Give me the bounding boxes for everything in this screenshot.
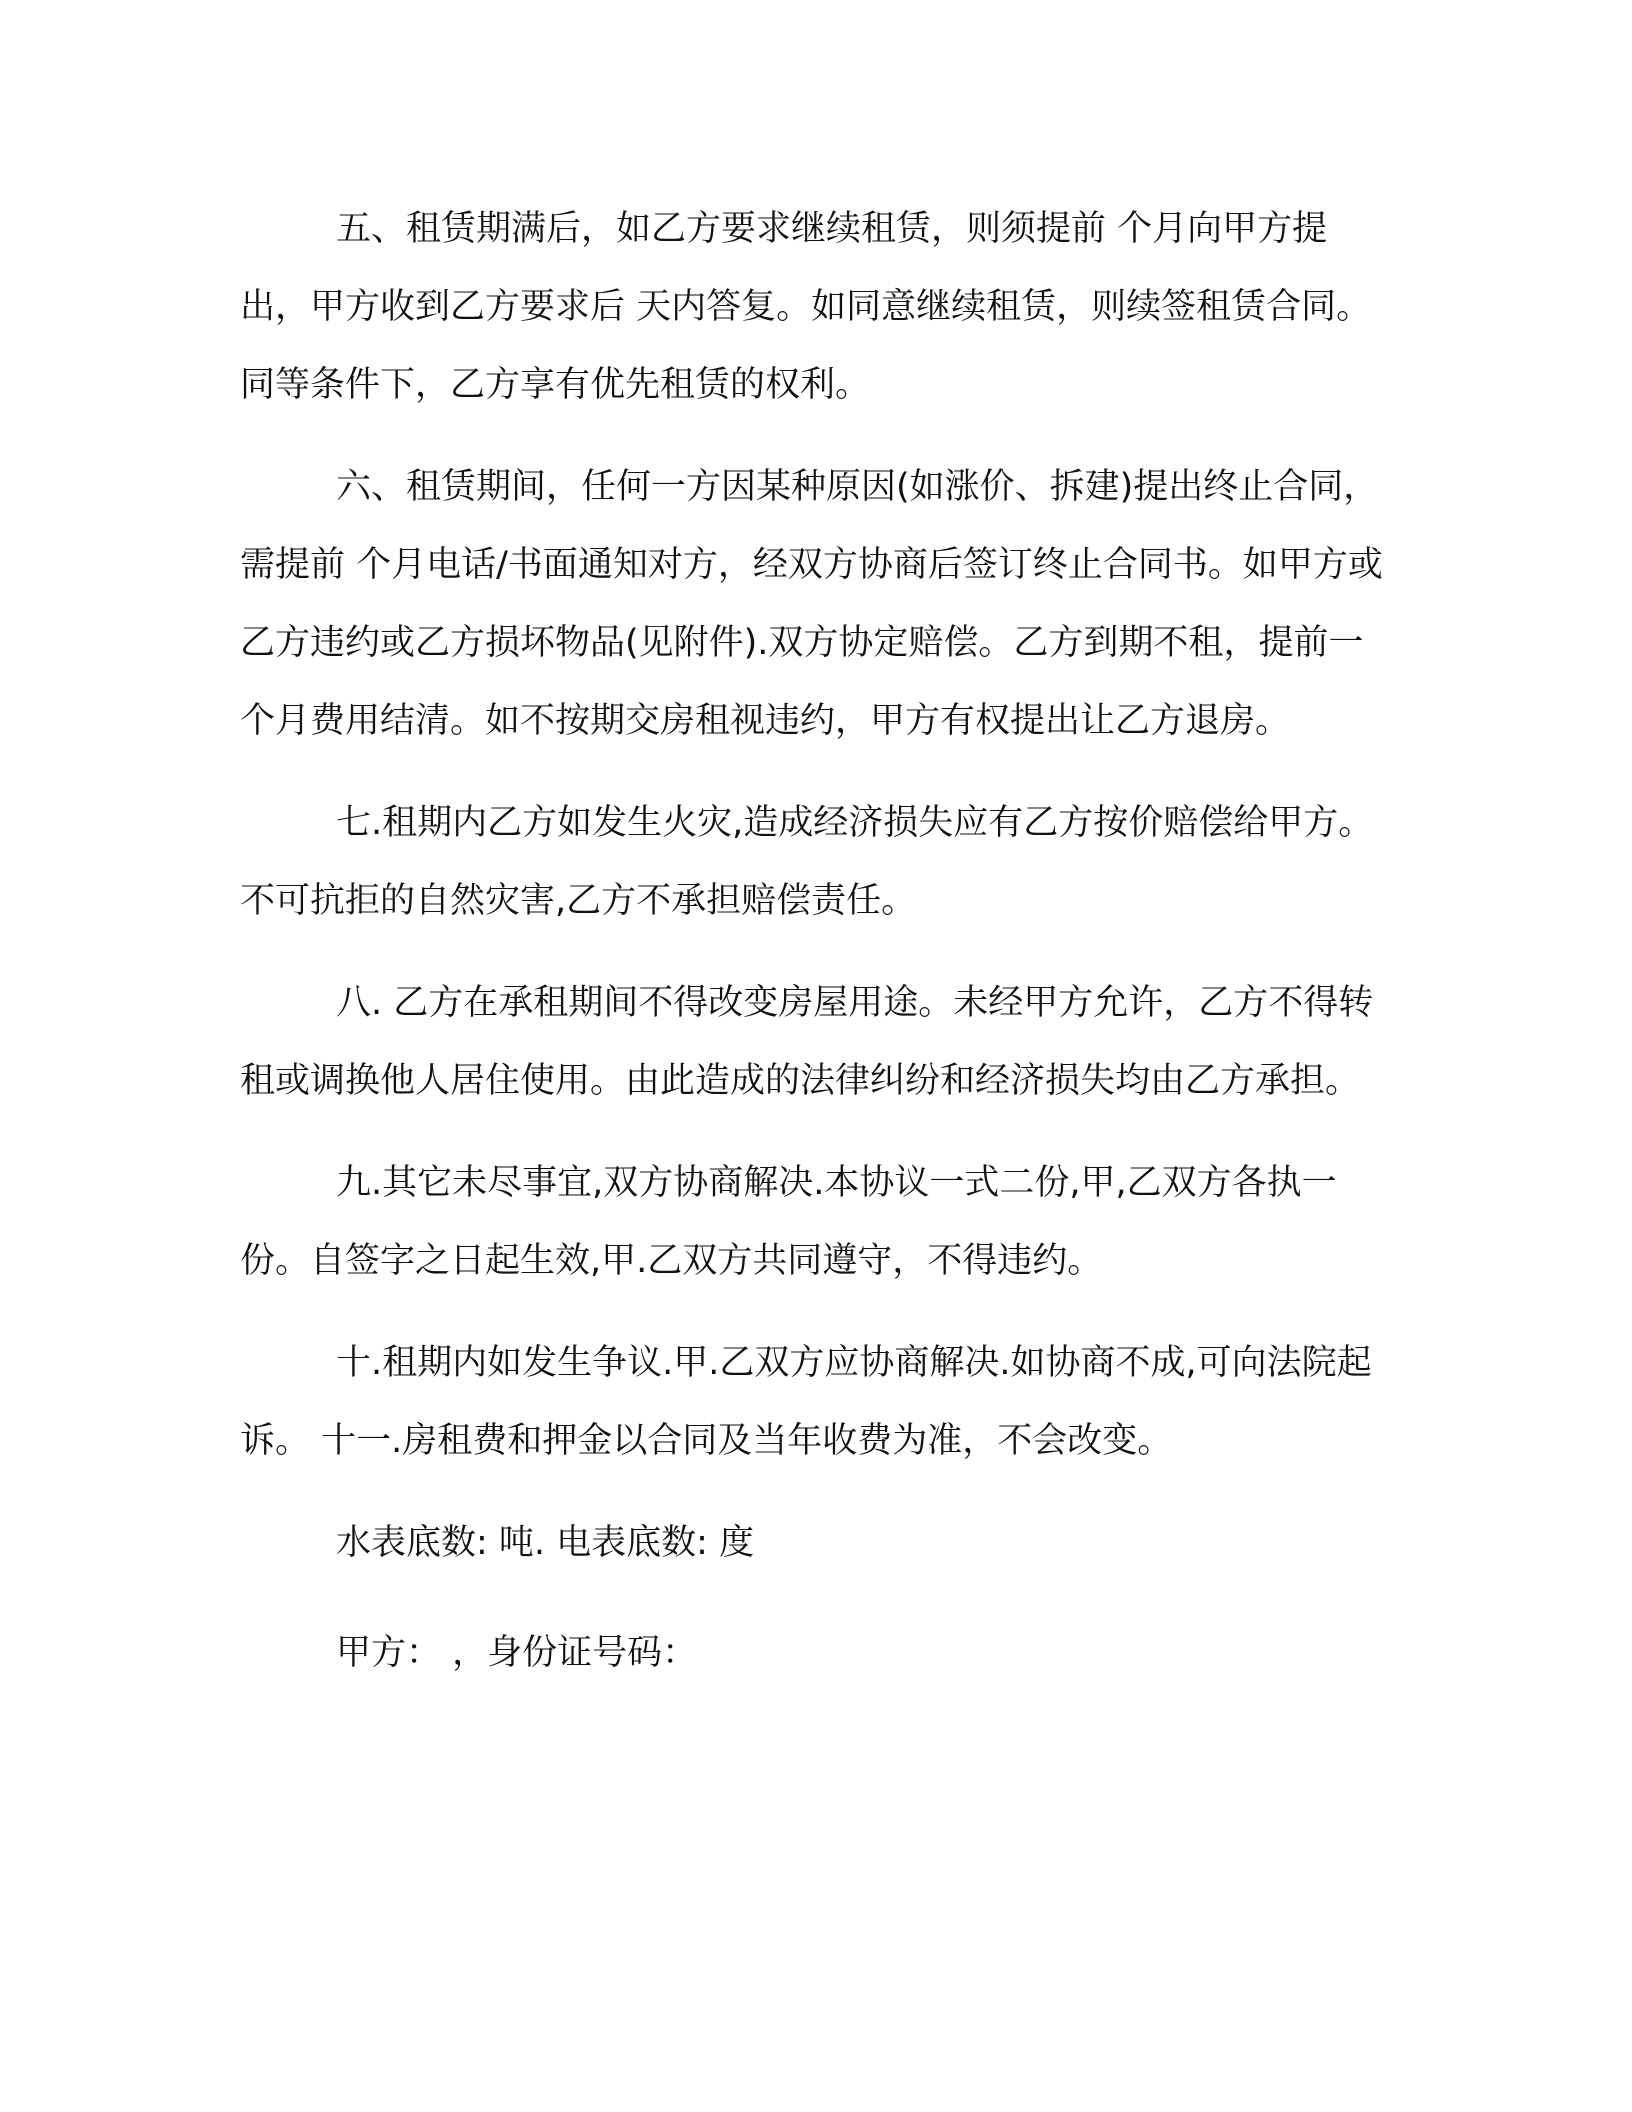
- party-a-signature-line: 甲方： ，身份证号码：: [336, 1633, 698, 1673]
- clause-10-11: 十.租期内如发生争议.甲.乙双方应协商解决.如协商不成,可向法院起诉。 十一.房租费和押金以合同及当年收费为准，不会改变。: [240, 1343, 1372, 1461]
- contract-body: [240, 190, 1390, 1724]
- clause-8: 八. 乙方在承租期间不得改变房屋用途。未经甲方允许，乙方不得转租或调换他人居住使用。由此造成的法律纠纷和经济损失均由乙方承担。: [240, 983, 1374, 1101]
- clause-9: 九.其它未尽事宜,双方协商解决.本协议一式二份,甲,乙双方各执一份。自签字之日起生效,甲.乙双方共同遵守，不得违约。: [240, 1163, 1337, 1281]
- clause-7: 七.租期内乙方如发生火灾,造成经济损失应有乙方按价赔偿给甲方。不可抗拒的自然灾害,乙方不承担赔偿责任。: [240, 803, 1374, 921]
- clause-5: 五、租赁期满后，如乙方要求继续租赁，则须提前 个月向甲方提出，甲方收到乙方要求后 天内答复。如同意继续租赁，则续签租赁合同。同等条件下，乙方享有优先租赁的权利。: [240, 209, 1372, 405]
- meter-readings: 水表底数: 吨. 电表底数: 度: [336, 1523, 755, 1563]
- clause-6: 六、租赁期间，任何一方因某种原因(如涨价、拆建)提出终止合同，需提前 个月电话/书面通知对方，经双方协商后签订终止合同书。如甲方或乙方违约或乙方损坏物品(见附件).双方协定赔偿。乙方到期不租，提前一个月费用结清。如不按期交房租视违约，甲方有权提出让乙方退房。: [240, 467, 1383, 741]
